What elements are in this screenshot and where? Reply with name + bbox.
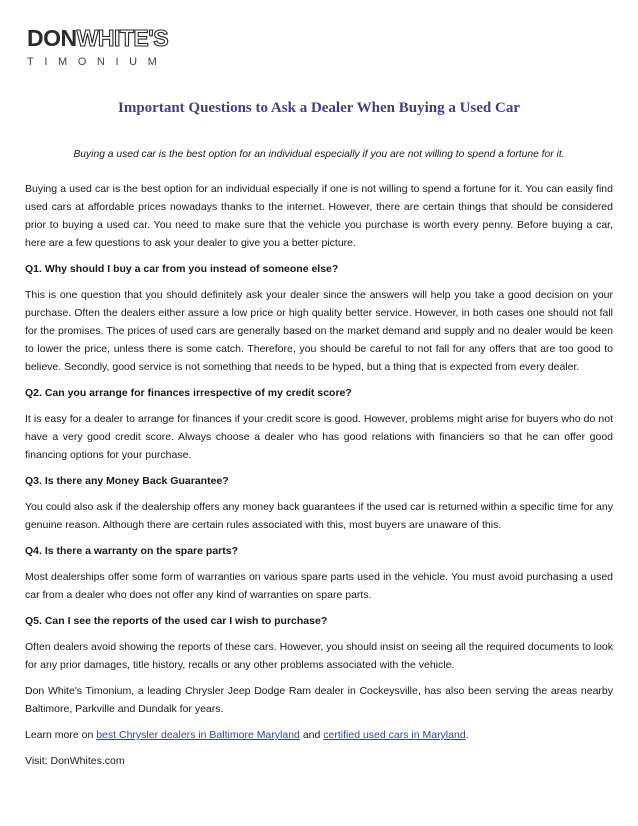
link-certified-used-cars[interactable]: certified used cars in Maryland bbox=[323, 729, 466, 741]
question-2: Q2. Can you arrange for finances irrespective of my credit score? bbox=[25, 387, 352, 399]
learn-more-middle: and bbox=[302, 729, 321, 741]
question-1: Q1. Why should I buy a car from you instead of someone else? bbox=[25, 263, 339, 275]
answer-4: Most dealerships offer some form of warranties on various spare parts used in the vehicle. You must avoid purchasing a used car from a dealer who does not offer any kind of warranties on spare parts. bbox=[25, 571, 613, 601]
visit-line: Visit: DonWhites.com bbox=[25, 755, 125, 767]
document-title: Important Questions to Ask a Dealer When Buying a Used Car bbox=[118, 100, 520, 116]
logo-wordmark bbox=[27, 26, 167, 50]
brand-logo bbox=[27, 26, 167, 76]
intro-paragraph: Buying a used car is the best option for an individual especially if one is not willing to spend a fortune for it. You can easily find used cars at affordable prices nowadays thanks to the internet. However, there are certain things that should be considered prior to buying a used car. You need to make sure that the vehicle you purchase is worth every penny. Before buying a car, here are a few questions to ask your dealer to give you a better picture. bbox=[25, 183, 613, 249]
learn-more-suffix: . bbox=[465, 729, 469, 741]
logo-brand-light: WHITE'S bbox=[76, 25, 169, 51]
question-3: Q3. Is there any Money Back Guarantee? bbox=[25, 475, 229, 487]
logo-location: TIMONIUM bbox=[27, 56, 168, 68]
logo-brand-dark: DON bbox=[27, 25, 77, 51]
answer-2: It is easy for a dealer to arrange for finances if your credit score is good. However, problems might arise for buyers who do not have a very good credit score. Always choose a dealer who has good relations with financiers so that he can offer good financing options for your purchase. bbox=[25, 413, 613, 461]
learn-more-line bbox=[25, 726, 613, 744]
closing-paragraph: Don White's Timonium, a leading Chrysler Jeep Dodge Ram dealer in Cockeysville, has also been serving the areas nearby Baltimore, Parkville and Dundalk for years. bbox=[25, 685, 613, 715]
document-subtitle: Buying a used car is the best option for an individual especially if you are not willing to spend a fortune for it. bbox=[73, 149, 565, 160]
answer-1: This is one question that you should definitely ask your dealer since the answers will help you take a good decision on your purchase. Often the dealers either assure a low price or high quality better service. However, in both cases one should not fall for the promises. The prices of used cars are generally based on the market demand and supply and no dealer would be keen to lower the price, unless there is some catch. Therefore, you should be careful to not fall for any offers that are too good to believe. Secondly, good service is not something that needs to be hyped, but a thing that is expected from every dealer. bbox=[25, 289, 613, 373]
answer-5: Often dealers avoid showing the reports of these cars. However, you should insist on seeing all the required documents to look for any prior damages, title history, recalls or any other problems associated with the vehicle. bbox=[25, 641, 613, 671]
learn-more-prefix: Learn more on bbox=[25, 729, 94, 741]
document-body bbox=[25, 180, 613, 778]
question-5: Q5. Can I see the reports of the used car I wish to purchase? bbox=[25, 615, 328, 627]
question-4: Q4. Is there a warranty on the spare parts? bbox=[25, 545, 238, 557]
link-best-chrysler-dealers[interactable]: best Chrysler dealers in Baltimore Maryland bbox=[96, 729, 300, 741]
answer-3: You could also ask if the dealership offers any money back guarantees if the used car is returned within a specific time for any genuine reason. Although there are certain rules associated with this, most buyers are unaware of this. bbox=[25, 501, 613, 531]
